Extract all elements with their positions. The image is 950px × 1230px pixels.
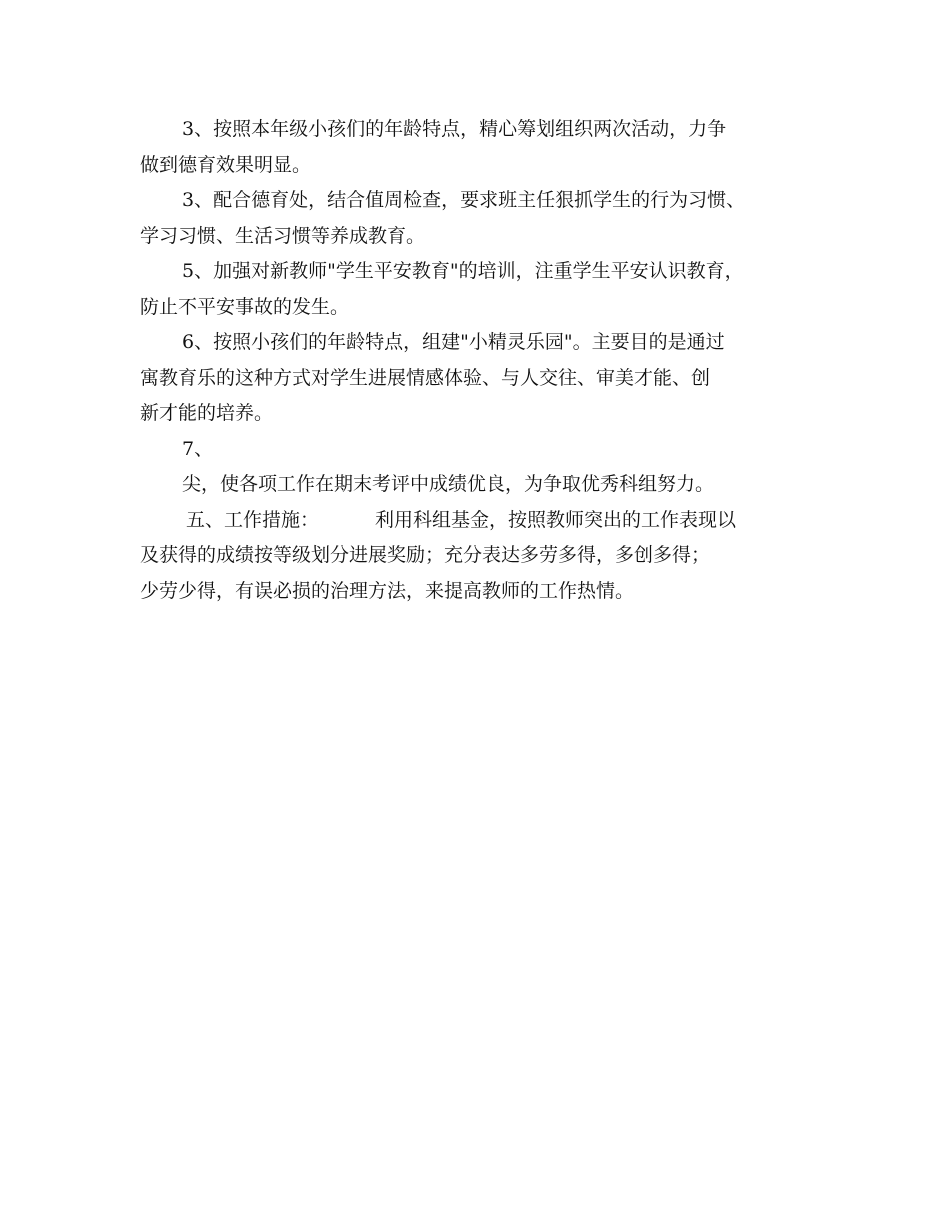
paragraph-section-5: [140, 503, 840, 610]
text-line: 尖，使各项工作在期末考评中成绩优良，为争取优秀科组努力。: [182, 473, 715, 495]
paragraph-item-5: [140, 254, 840, 325]
text-line: 利用科组基金，按照教师突出的工作表现以: [375, 508, 737, 531]
document-page: [140, 112, 840, 609]
text-line: 3、按照本年级小孩们的年龄特点，精心筹划组织两次活动，力争: [182, 118, 727, 140]
text-line: 学习习惯、生活习惯等养成教育。: [140, 224, 426, 247]
paragraph-item-7-continued: [140, 467, 840, 503]
text-line: 新才能的培养。: [140, 402, 274, 424]
section-5-first-line: [140, 503, 840, 539]
text-line: 及获得的成绩按等级划分进展奖励；充分表达多劳多得，多创多得；: [140, 544, 711, 566]
paragraph-item-3a: [140, 112, 840, 183]
text-line: 5、加强对新教师"学生平安教育"的培训，注重学生平安认识教育，: [182, 260, 744, 282]
text-line: 寓教育乐的这种方式对学生进展情感体验、与人交往、审美才能、创: [140, 366, 711, 389]
text-line: 少劳少得，有误必损的治理方法，来提高教师的工作热情。: [140, 579, 635, 602]
section-5-heading: 五、工作措施：: [186, 508, 320, 531]
text-line: 6、按照小孩们的年龄特点，组建"小精灵乐园"。主要目的是通过: [182, 331, 725, 353]
text-line: 7、: [182, 437, 214, 460]
text-line: 3、配合德育处，结合值周检查，要求班主任狠抓学生的行为习惯、: [182, 189, 746, 211]
text-line: 防止不平安事故的发生。: [140, 295, 350, 318]
paragraph-item-7: [140, 432, 840, 468]
text-line: 做到德育效果明显。: [140, 153, 312, 176]
paragraph-item-3b: [140, 183, 840, 254]
paragraph-item-6: [140, 325, 840, 432]
